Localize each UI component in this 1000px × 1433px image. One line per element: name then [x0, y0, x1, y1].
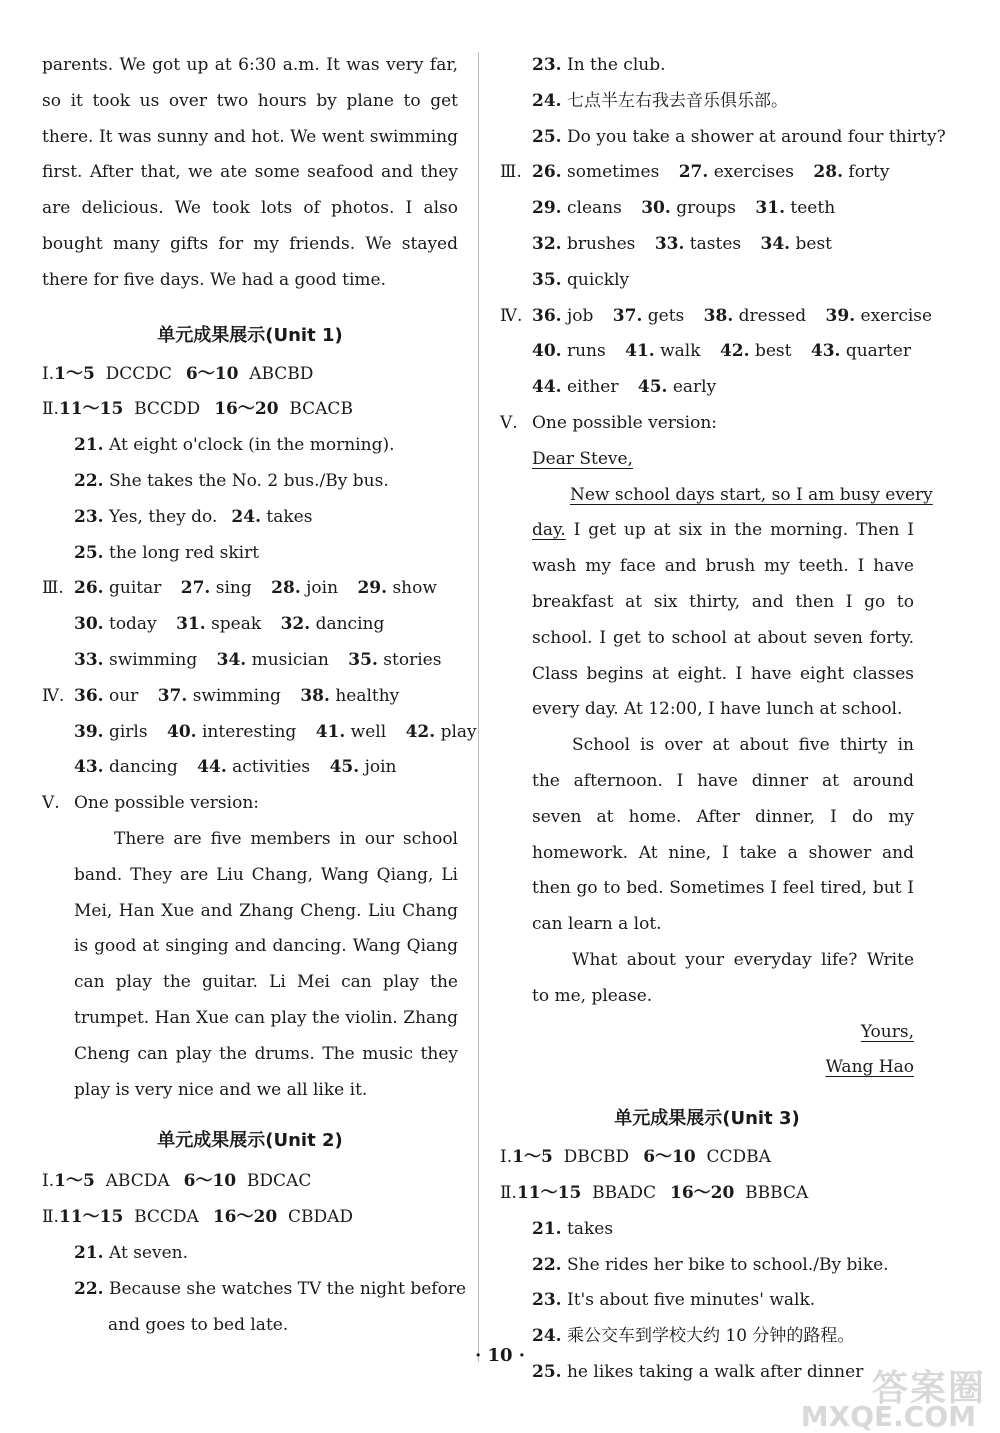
unit3-section1: Ⅰ.1～5 DBCBD 6～10 CCDBA — [500, 1147, 771, 1168]
letter-signature: Wang Hao — [825, 1057, 914, 1078]
page-number: · 10 · — [474, 1345, 526, 1366]
letter-greeting: Dear Steve, — [532, 448, 633, 469]
unit3-q24: 24. 乘公交车到学校大约 10 分钟的路程。 — [532, 1326, 855, 1347]
unit2-q25: 25. Do you take a shower at around four thirty? — [532, 126, 946, 147]
unit1-section5: Ⅴ. One possible version: — [42, 793, 259, 814]
unit3-q25: 25. he likes taking a walk after dinner — [532, 1361, 864, 1382]
unit3-q22: 22. She rides her bike to school./By bike. — [532, 1254, 889, 1275]
letter-paragraph-3: What about your everyday life? Write to me, please. — [532, 949, 914, 1006]
unit3-q23: 23. It's about five minutes' walk. — [532, 1290, 816, 1311]
column-divider — [478, 52, 479, 1362]
unit1-section4-row2: 39. girls 40. interesting 41. well 42. play — [74, 721, 477, 742]
unit2-heading: 单元成果展示(Unit 2) — [157, 1130, 343, 1152]
unit1-section4-row3: 43. dancing 44. activities 45. join — [74, 757, 397, 778]
unit2-section4-row2: 40. runs 41. walk 42. best 43. quarter — [532, 341, 911, 362]
unit1-section3: Ⅲ. 26. guitar 27. sing 28. join 29. show — [42, 578, 437, 599]
left-column — [42, 48, 477, 1343]
unit1-section4: Ⅳ. 36. our 37. swimming 38. healthy — [42, 685, 400, 706]
unit2-section2: Ⅱ.11～15 BCCDA 16～20 CBDAD — [42, 1207, 354, 1228]
unit2-q22-cont: and goes to bed late. — [108, 1314, 289, 1335]
unit1-q22: 22. She takes the No. 2 bus./By bus. — [74, 470, 389, 491]
unit1-heading: 单元成果展示(Unit 1) — [157, 324, 343, 346]
unit1-section2: Ⅱ.11～15 BCCDD 16～20 BCACB — [42, 399, 353, 420]
unit2-section1: Ⅰ.1～5 ABCDA 6～10 BDCAC — [42, 1171, 312, 1192]
intro-paragraph: parents. We got up at 6:30 a.m. It was very far, so it took us over two hours by plane to get there. It was sunny and hot. We went swimming first. After that, we ate some seafood and they are delicious. We took lots of photos. I also bought many gifts for my friends. We stayed there for five days. We had a good time. — [42, 55, 458, 290]
unit2-section3-row3: 32. brushes 33. tastes 34. best — [532, 233, 832, 254]
unit2-section4-row3: 44. either 45. early — [532, 377, 717, 398]
unit2-section5: Ⅴ. One possible version: — [500, 412, 717, 433]
unit1-q21: 21. At eight o'clock (in the morning). — [74, 435, 395, 456]
right-column — [500, 48, 946, 1391]
unit2-section4: Ⅳ. 36. job 37. gets 38. dressed 39. exercise — [500, 305, 933, 326]
letter-paragraph-1: day. I get up at six in the morning. Then I wash my face and brush my teeth. I have breakfast at six thirty, and then I go to school. I get to school at about seven forty. Class begins at eight. I have eight classes every day. At 12:00, I have lunch at school. — [532, 520, 914, 720]
letter-first-line: New school days start, so I am busy every — [570, 484, 933, 505]
unit2-section3-row4: 35. quickly — [532, 269, 630, 290]
unit1-section1: Ⅰ.1～5 DCCDC 6～10 ABCBD — [42, 363, 314, 384]
letter — [500, 442, 933, 1086]
unit1-section3-row3: 33. swimming 34. musician 35. stories — [74, 649, 442, 670]
unit2-q24: 24. 七点半左右我去音乐俱乐部。 — [532, 90, 788, 111]
letter-closing: Yours, — [860, 1021, 914, 1042]
unit3-section2: Ⅱ.11～15 BBADC 16～20 BBBCA — [500, 1182, 809, 1203]
watermark-url: MXQE.COM — [800, 1400, 976, 1433]
unit3-q21: 21. takes — [532, 1218, 614, 1239]
unit1-q25: 25. the long red skirt — [74, 542, 260, 563]
unit2-q22: 22. Because she watches TV the night before — [74, 1278, 467, 1299]
unit2-q23: 23. In the club. — [532, 55, 666, 75]
unit1-q23-24: 23. Yes, they do. 24. takes — [74, 506, 313, 527]
unit2-q21: 21. At seven. — [74, 1242, 188, 1263]
unit2-section3: Ⅲ. 26. sometimes 27. exercises 28. forty — [500, 162, 890, 183]
watermark-logo: 答案圈 — [871, 1368, 986, 1409]
unit1-essay: There are five members in our school band. They are Liu Chang, Wang Qiang, Li Mei, Han Xue and Zhang Cheng. Liu Chang is good at singing and dancing. Wang Qiang can play the guitar. Li Mei can play the trumpet. Han Xue can play the violin. Zhang Cheng can play the drums. The music they play is very nice and we all like it. — [74, 828, 458, 1100]
unit3-heading: 单元成果展示(Unit 3) — [614, 1108, 800, 1130]
unit1-section3-row2: 30. today 31. speak 32. dancing — [74, 614, 385, 635]
letter-paragraph-2: School is over at about five thirty in the afternoon. I have dinner at around seven at home. After dinner, I do my homework. At nine, I take a shower and then go to bed. Sometimes I feel tired, but I can learn a lot. — [532, 735, 914, 935]
unit2-section3-row2: 29. cleans 30. groups 31. teeth — [532, 198, 836, 219]
